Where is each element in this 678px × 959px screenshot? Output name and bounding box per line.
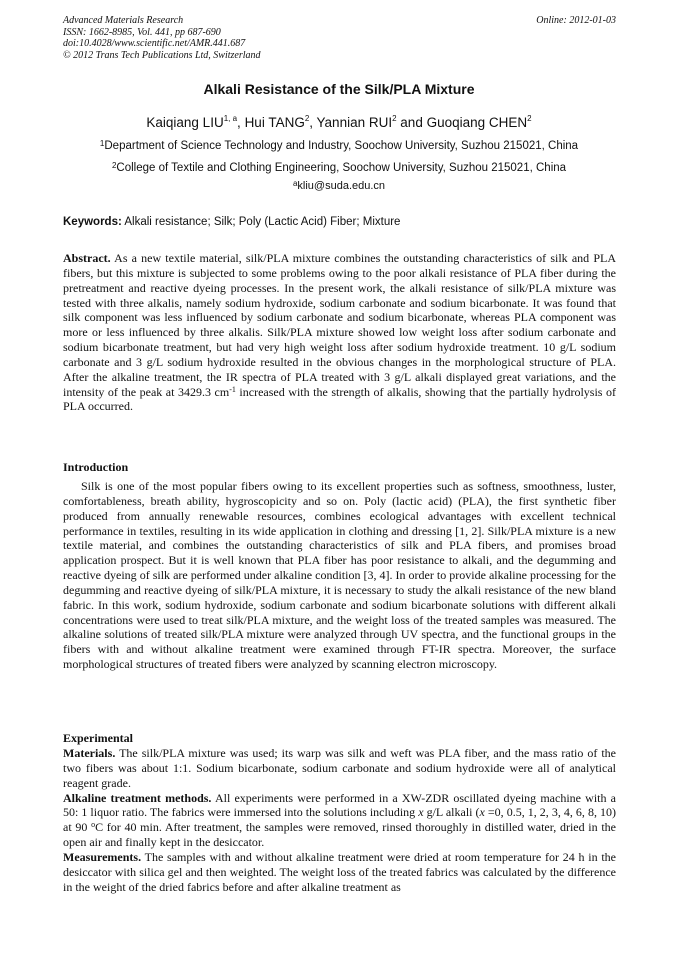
- experimental-heading: Experimental: [63, 731, 133, 745]
- affiliation-sup: 1: [99, 139, 105, 148]
- author-separator: ,: [309, 115, 317, 130]
- journal-doi: doi:10.4028/www.scientific.net/AMR.441.687: [63, 38, 246, 49]
- experimental-section: [63, 746, 616, 894]
- author-sup: 2: [392, 114, 397, 123]
- keywords-text: Alkali resistance; Silk; Poly (Lactic Acid) Fiber; Mixture: [121, 216, 401, 228]
- measurements-paragraph: [63, 850, 616, 895]
- materials-label: Materials.: [63, 746, 116, 760]
- journal-name: Advanced Materials Research: [63, 15, 184, 26]
- materials-paragraph: [63, 746, 616, 791]
- author-sup: 2: [527, 114, 532, 123]
- author-sup: 1, a: [223, 114, 238, 123]
- measurements-label: Measurements.: [63, 849, 142, 864]
- affiliation-text: College of Textile and Clothing Engineering, Soochow University, Suzhou 215021, China: [116, 162, 567, 174]
- introduction-paragraph: Silk is one of the most popular fibers owing to its excellent properties such as softness, smoothness, luster, comfortableness, breath ability, hygroscopicity and so on. Poly (lactic acid) (PLA), the first synthetic fiber produced from annually renewable resources, combines ecological advantages with excellent technical performance in textiles, resulting in its wide application in clothing and dressing [1, 2]. Silk/PLA mixture is a new textile material, and combines the outstanding characteristics of silk and PLA fibers, and promises broad application prospect. But it is well known that PLA fiber has poor resistance to alkali, and the degumming and reactive dyeing of silk are performed under alkaline condition [3, 4]. In order to provide alkaline processing for the degumming and reactive dyeing of silk/PLA mixture, it is necessary to study the alkali resistance of the new bland fabric. In this work, sodium hydroxide, sodium carbonate and sodium bicarbonate solutions with different alkali concentrations were used to treat silk/PLA mixture, and the weight loss of the treated samples was measured. The alkaline solutions of treated silk/PLA mixture were analyzed through UV spectra, and the functional groups in the fibers with and without alkaline treatment were examined through FT-IR spectra. Moreover, the surface morphological structures of treated fibers were analyzed by scanning electron microscopy.: [63, 479, 616, 672]
- email-sup: a: [292, 179, 298, 188]
- methods-text: g/L alkali (: [423, 805, 480, 820]
- methods-text: =0, 0.5, 1, 2, 3, 4, 6, 8, 10) at 90: [63, 805, 616, 835]
- materials-text: The silk/PLA mixture was used; its warp was silk and weft was PLA fiber, and the mass ratio of the two fibers was about 1:1. Sodium bicarbonate, sodium carbonate and sodium hydroxide were all of analytical reagent grade.: [63, 746, 616, 790]
- abstract-label: Abstract.: [63, 251, 111, 265]
- methods-text: C for 40 min. After treatment, the samples were removed, rinsed thoroughly in distilled water, dried in the open air and finally kept in the desiccator.: [63, 820, 616, 850]
- author-name: Guoqiang CHEN: [426, 115, 528, 130]
- affiliation-text: Department of Science Technology and Industry, Soochow University, Suzhou 215021, China: [104, 140, 579, 152]
- author-sup: 2: [304, 114, 310, 123]
- methods-variable: x: [418, 805, 424, 820]
- journal-header: [63, 15, 616, 61]
- affiliation-sup: 2: [111, 161, 117, 170]
- abstract-text: As a new textile material, silk/PLA mixture combines the outstanding characteristics of silk and PLA fibers, but this mixture is subjected to some problems owing to the poor alkali resistance of PLA fiber during the pretreatment and reactive dyeing processes. In the present work, the alkali resistance of silk/PLA mixture was tested with three alkalis, namely sodium hydroxide, sodium carbonate and sodium bicarbonate. It was found that silk component was less influenced by sodium carbonate and sodium bicarbonate, whereas PLA component was more or less influenced by three alkalis. Silk/PLA mixture showed low weight loss after sodium carbonate and sodium bicarbonate treatment, but had very high weight loss after sodium hydroxide treatment. 10 g/L sodium carbonate and 3 g/L sodium hydroxide resulted in the obvious changes in the morphological structure of PLA. After the alkaline treatment, the IR spectra of PLA treated with 3 g/L alkali displayed great variations, and the intensity of the peak at 3429.3 cm: [63, 251, 616, 399]
- online-date: Online: 2012-01-03: [536, 15, 616, 26]
- measurements-text: The samples with and without alkaline treatment were dried at room temperature for 24 h in the desiccator with silica gel and then weighted. The weight loss of the treated fabrics was calculated by the difference in the weight of the dried fabrics before and after alkaline treatment as: [63, 849, 616, 894]
- methods-label: Alkaline treatment methods.: [63, 790, 212, 805]
- author-name: Hui TANG: [244, 115, 305, 130]
- author-separator: and: [396, 115, 427, 130]
- degree-sup: o: [91, 820, 96, 830]
- methods-paragraph: [63, 791, 616, 850]
- abstract-unit-sup: -1: [229, 384, 236, 394]
- author-separator: ,: [237, 115, 245, 130]
- introduction-heading: Introduction: [63, 460, 129, 474]
- author-email: [0, 180, 678, 192]
- abstract-text-end: increased with the strength of alkalis, showing that the partially hydrolysis of PLA occurred.: [63, 384, 616, 414]
- email-text: kliu@suda.edu.cn: [297, 180, 386, 192]
- author-name: Kaiqiang LIU: [146, 115, 224, 130]
- keywords: [63, 216, 616, 228]
- methods-variable: x: [479, 805, 485, 820]
- author-name: Yannian RUI: [316, 115, 393, 130]
- affiliation-1: [0, 140, 678, 152]
- methods-text: All experiments were performed in a XW-ZDR oscillated dyeing machine with a 50: 1 liquor ratio. The fabrics were immersed into the solutions including: [63, 790, 616, 820]
- introduction-section: [63, 479, 616, 672]
- journal-issn: ISSN: 1662-8985, Vol. 441, pp 687-690: [63, 26, 221, 38]
- affiliation-2: [0, 162, 678, 174]
- journal-copyright: © 2012 Trans Tech Publications Ltd, Switzerland: [63, 49, 261, 61]
- abstract: [63, 251, 616, 414]
- author-list: [0, 115, 678, 130]
- keywords-label: Keywords:: [63, 216, 122, 228]
- paper-title: Alkali Resistance of the Silk/PLA Mixture: [203, 81, 475, 97]
